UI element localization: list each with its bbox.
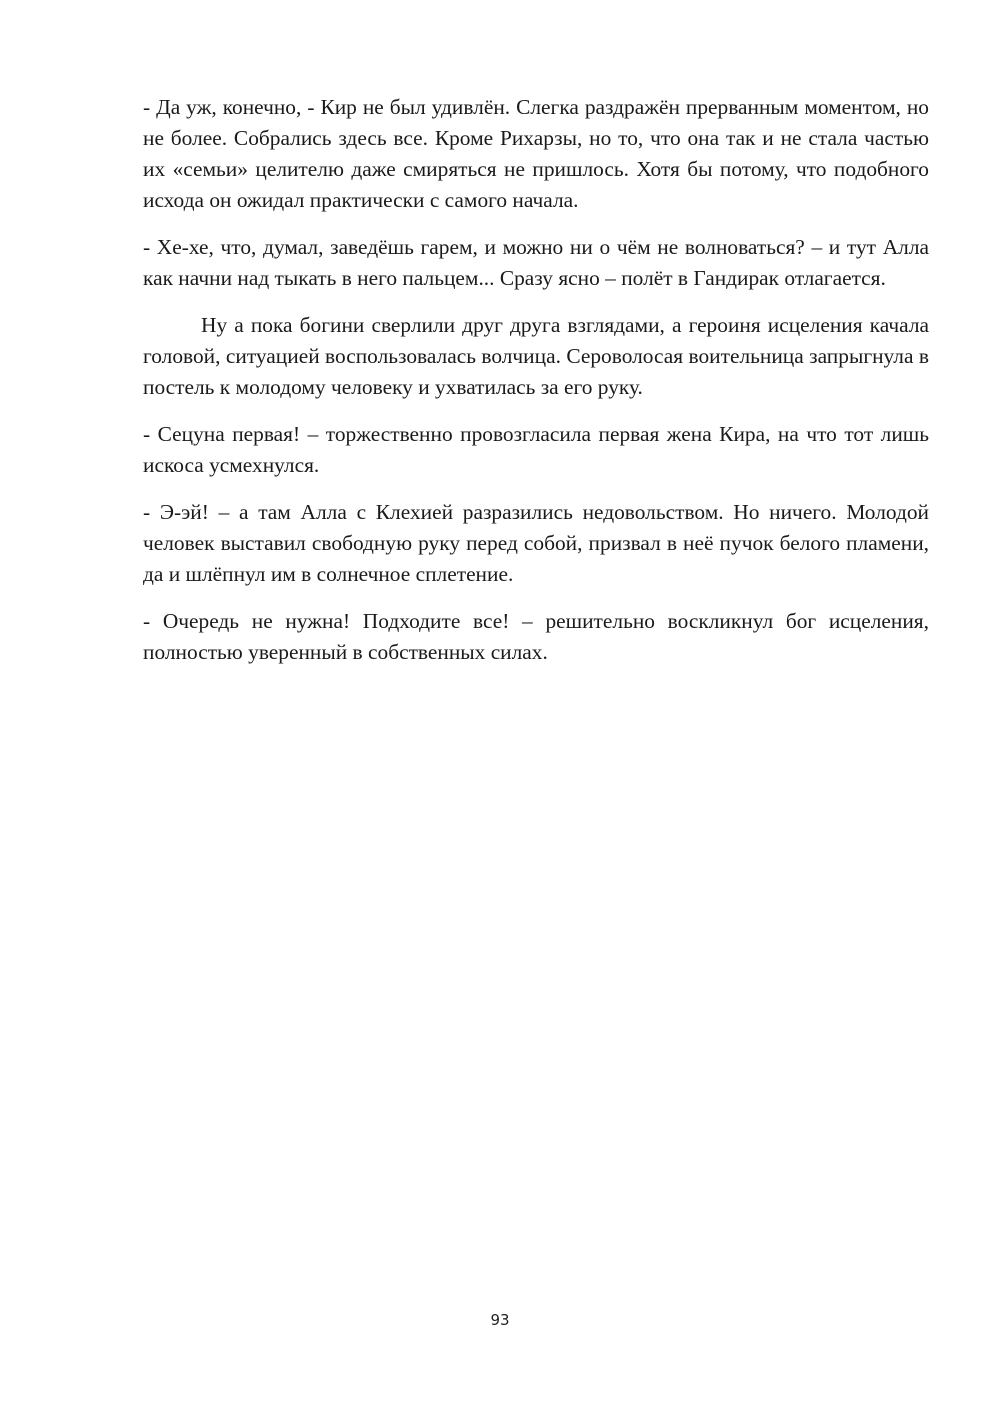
paragraph-2: - Хе-хе, что, думал, заведёшь гарем, и можно ни о чём не волноваться? – и тут Алла как начни над тыкать в него пальцем... Сразу ясно – полёт в Гандирак отлагается.	[143, 235, 929, 290]
paragraph-4: - Сецуна первая! – торжественно провозгласила первая жена Кира, на что тот лишь искоса усмехнулся.	[143, 422, 929, 477]
paragraph-3: Ну а пока богини сверлили друг друга взглядами, а героиня исцеления качала головой, ситуацией воспользовалась волчица. Сероволосая воительница запрыгнула в постель к молодому человеку и ухватилась за его руку.	[143, 313, 929, 399]
page-number: 93	[490, 1311, 510, 1329]
page-body	[143, 92, 929, 684]
paragraph-5: - Э-эй! – а там Алла с Клехией разразились недовольством. Но ничего. Молодой человек выставил свободную руку перед собой, призвал в неё пучок белого пламени, да и шлёпнул им в солнечное сплетение.	[143, 500, 929, 586]
paragraph-1: - Да уж, конечно, - Кир не был удивлён. Слегка раздражён прерванным моментом, но не более. Собрались здесь все. Кроме Рихарзы, но то, что она так и не стала частью их «семьи» целителю даже смиряться не пришлось. Хотя бы потому, что подобного исхода он ожидал практически с самого начала.	[143, 95, 929, 212]
paragraph-6: - Очередь не нужна! Подходите все! – решительно воскликнул бог исцеления, полностью уверенный в собственных силах.	[143, 609, 929, 664]
